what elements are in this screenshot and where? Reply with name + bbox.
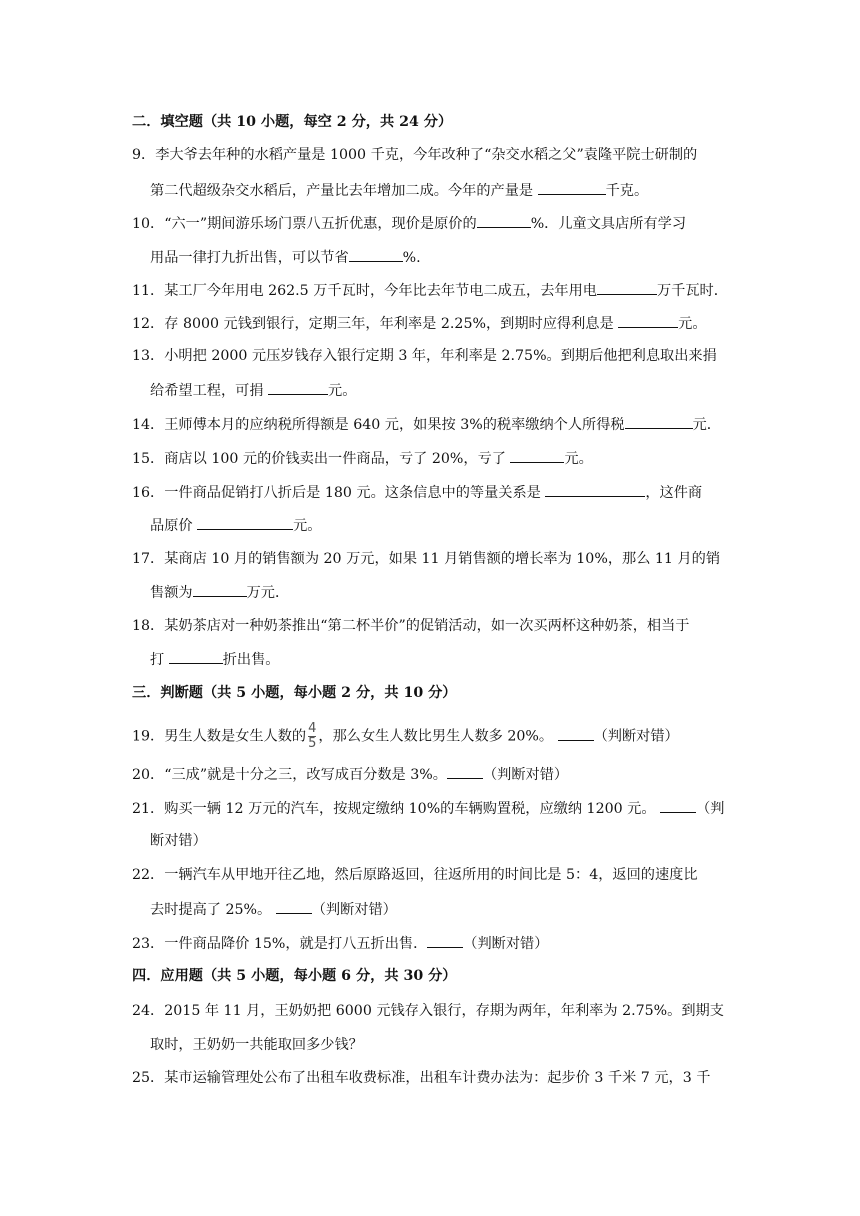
q9-unit: 千克。 bbox=[605, 183, 649, 199]
q15-line bbox=[132, 448, 593, 469]
q23-text: 23．一件商品降价 15%，就是打八五折出售． bbox=[132, 936, 428, 952]
heading-judge: 三．判断题（共 5 小题，每小题 2 分，共 10 分） bbox=[132, 685, 457, 701]
q19-text: 19．男生人数是女生人数的 bbox=[132, 728, 307, 745]
q20-line bbox=[132, 764, 568, 785]
q11-line bbox=[132, 280, 728, 301]
q21-hint: （判 bbox=[696, 801, 725, 817]
q13-text: 给希望工程，可捐 bbox=[150, 383, 269, 399]
q22-hint: （判断对错） bbox=[311, 902, 397, 918]
q13-line2 bbox=[150, 380, 356, 401]
q12-unit: 元。 bbox=[678, 316, 707, 332]
answer-blank[interactable] bbox=[447, 764, 483, 779]
q21-line2: 断对错） bbox=[150, 833, 207, 849]
answer-blank[interactable] bbox=[660, 798, 696, 813]
q22-text: 去时提高了 25%。 bbox=[150, 902, 276, 918]
answer-blank[interactable] bbox=[477, 213, 531, 228]
answer-blank[interactable] bbox=[558, 726, 594, 741]
q25-line1: 25．某市运输管理处公布了出租车收费标准，出租车计费办法为：起步价 3 千米 7 元，3 千 bbox=[132, 1070, 711, 1086]
q18-unit: 折出售。 bbox=[222, 652, 280, 668]
q24-line2: 取时，王奶奶一共能取回多少钱？ bbox=[150, 1037, 363, 1053]
fraction-numerator: 4 bbox=[308, 721, 317, 736]
q16-text: 16．一件商品促销打八折后是 180 元。这条信息中的等量关系是 bbox=[132, 485, 546, 501]
answer-blank[interactable] bbox=[618, 313, 678, 328]
q13-line1: 13．小明把 2000 元压岁钱存入银行定期 3 年，年利率是 2.75%。到期后他把利息取出来捐 bbox=[132, 348, 717, 364]
q16-line1 bbox=[132, 482, 702, 503]
q23-line bbox=[132, 933, 548, 954]
q12-text: 12．存 8000 元钱到银行，定期三年，年利率是 2.25%，到期时应得利息是 bbox=[132, 316, 619, 332]
q21-line1 bbox=[132, 798, 724, 819]
q22-line1: 22．一辆汽车从甲地开往乙地，然后原路返回，往返所用的时间比是 5：4，返回的速度比 bbox=[132, 867, 698, 883]
q14-unit: 元． bbox=[692, 417, 721, 433]
q17-line1: 17．某商店 10 月的销售额为 20 万元，如果 11 月销售额的增长率为 10%，那么 11 月的销 bbox=[132, 551, 721, 567]
q9-line2 bbox=[150, 180, 648, 201]
q17-text: 售额为 bbox=[150, 585, 193, 601]
q18-line1: 18．某奶茶店对一种奶茶推出“第二杯半价”的促销活动，如一次买两杯这种奶茶，相当于 bbox=[132, 618, 690, 634]
q10-line1 bbox=[132, 213, 686, 234]
q22-line2 bbox=[150, 899, 397, 920]
q12-line bbox=[132, 313, 707, 334]
q16-line2 bbox=[150, 515, 321, 536]
q16-text: ，这件商 bbox=[645, 485, 703, 501]
q14-text: 14．王师傅本月的应纳税所得额是 640 元，如果按 3%的税率缴纳个人所得税 bbox=[132, 417, 625, 433]
answer-blank[interactable] bbox=[169, 649, 223, 664]
q16-text: 品原价 bbox=[150, 518, 198, 534]
q21-text: 21．购买一辆 12 万元的汽车，按规定缴纳 10%的车辆购置税，应缴纳 1200 元。 bbox=[132, 801, 661, 817]
answer-blank[interactable] bbox=[193, 582, 247, 597]
q15-text: 15．商店以 100 元的价钱卖出一件商品，亏了 20%，亏了 bbox=[132, 451, 511, 467]
q18-text: 打 bbox=[150, 652, 169, 668]
answer-blank[interactable] bbox=[197, 515, 293, 530]
answer-blank[interactable] bbox=[276, 899, 312, 914]
q10-line2 bbox=[150, 247, 421, 268]
q11-unit: 万千瓦时． bbox=[656, 283, 728, 299]
q16-unit: 元。 bbox=[293, 518, 322, 534]
q10-text: %．儿童文具店所有学习 bbox=[530, 216, 687, 232]
q24-line1: 24．2015 年 11 月，王奶奶把 6000 元钱存入银行，存期为两年，年利率为 2.75%。到期支 bbox=[132, 1003, 724, 1019]
q19-text: ，那么女生人数比男生人数多 20%。 bbox=[318, 728, 558, 745]
q15-unit: 元。 bbox=[564, 451, 593, 467]
q18-line2 bbox=[150, 649, 279, 670]
q9-text: 第二代超级杂交水稻后，产量比去年增加二成。今年的产量是 bbox=[150, 183, 538, 199]
q11-text: 11．某工厂今年用电 262.5 万千瓦时，今年比去年节电二成五，去年用电 bbox=[132, 283, 597, 299]
answer-blank[interactable] bbox=[427, 933, 463, 948]
q10-text: 用品一律打九折出售，可以节省 bbox=[150, 250, 349, 266]
answer-blank[interactable] bbox=[538, 180, 606, 195]
q10-text: 10．“六一”期间游乐场门票八五折优惠，现价是原价的 bbox=[132, 216, 477, 232]
q14-line bbox=[132, 414, 721, 435]
answer-blank[interactable] bbox=[349, 247, 403, 262]
heading-apply: 四．应用题（共 5 小题，每小题 6 分，共 30 分） bbox=[132, 968, 457, 984]
q19-hint: （判断对错） bbox=[593, 728, 679, 745]
fraction-denominator: 5 bbox=[308, 736, 317, 751]
q17-line2 bbox=[150, 582, 289, 603]
q19-line bbox=[132, 723, 679, 750]
answer-blank[interactable] bbox=[268, 380, 328, 395]
q20-text: 20．“三成”就是十分之三，改写成百分数是 3%。 bbox=[132, 767, 447, 783]
q13-unit: 元。 bbox=[328, 383, 357, 399]
answer-blank[interactable] bbox=[625, 414, 693, 429]
fraction-four-fifths bbox=[308, 723, 316, 750]
heading-fill-in: 二．填空题（共 10 小题，每空 2 分，共 24 分） bbox=[132, 114, 453, 130]
q20-hint: （判断对错） bbox=[482, 767, 569, 783]
answer-blank[interactable] bbox=[510, 448, 564, 463]
answer-blank[interactable] bbox=[597, 280, 657, 295]
q10-unit: %. bbox=[402, 250, 421, 266]
q23-hint: （判断对错） bbox=[463, 936, 549, 952]
q17-unit: 万元． bbox=[246, 585, 290, 601]
q9-line1: 9．李大爷去年种的水稻产量是 1000 千克，今年改种了“杂交水稻之父”袁隆平院士研制的 bbox=[132, 147, 698, 163]
answer-blank[interactable] bbox=[545, 482, 645, 497]
